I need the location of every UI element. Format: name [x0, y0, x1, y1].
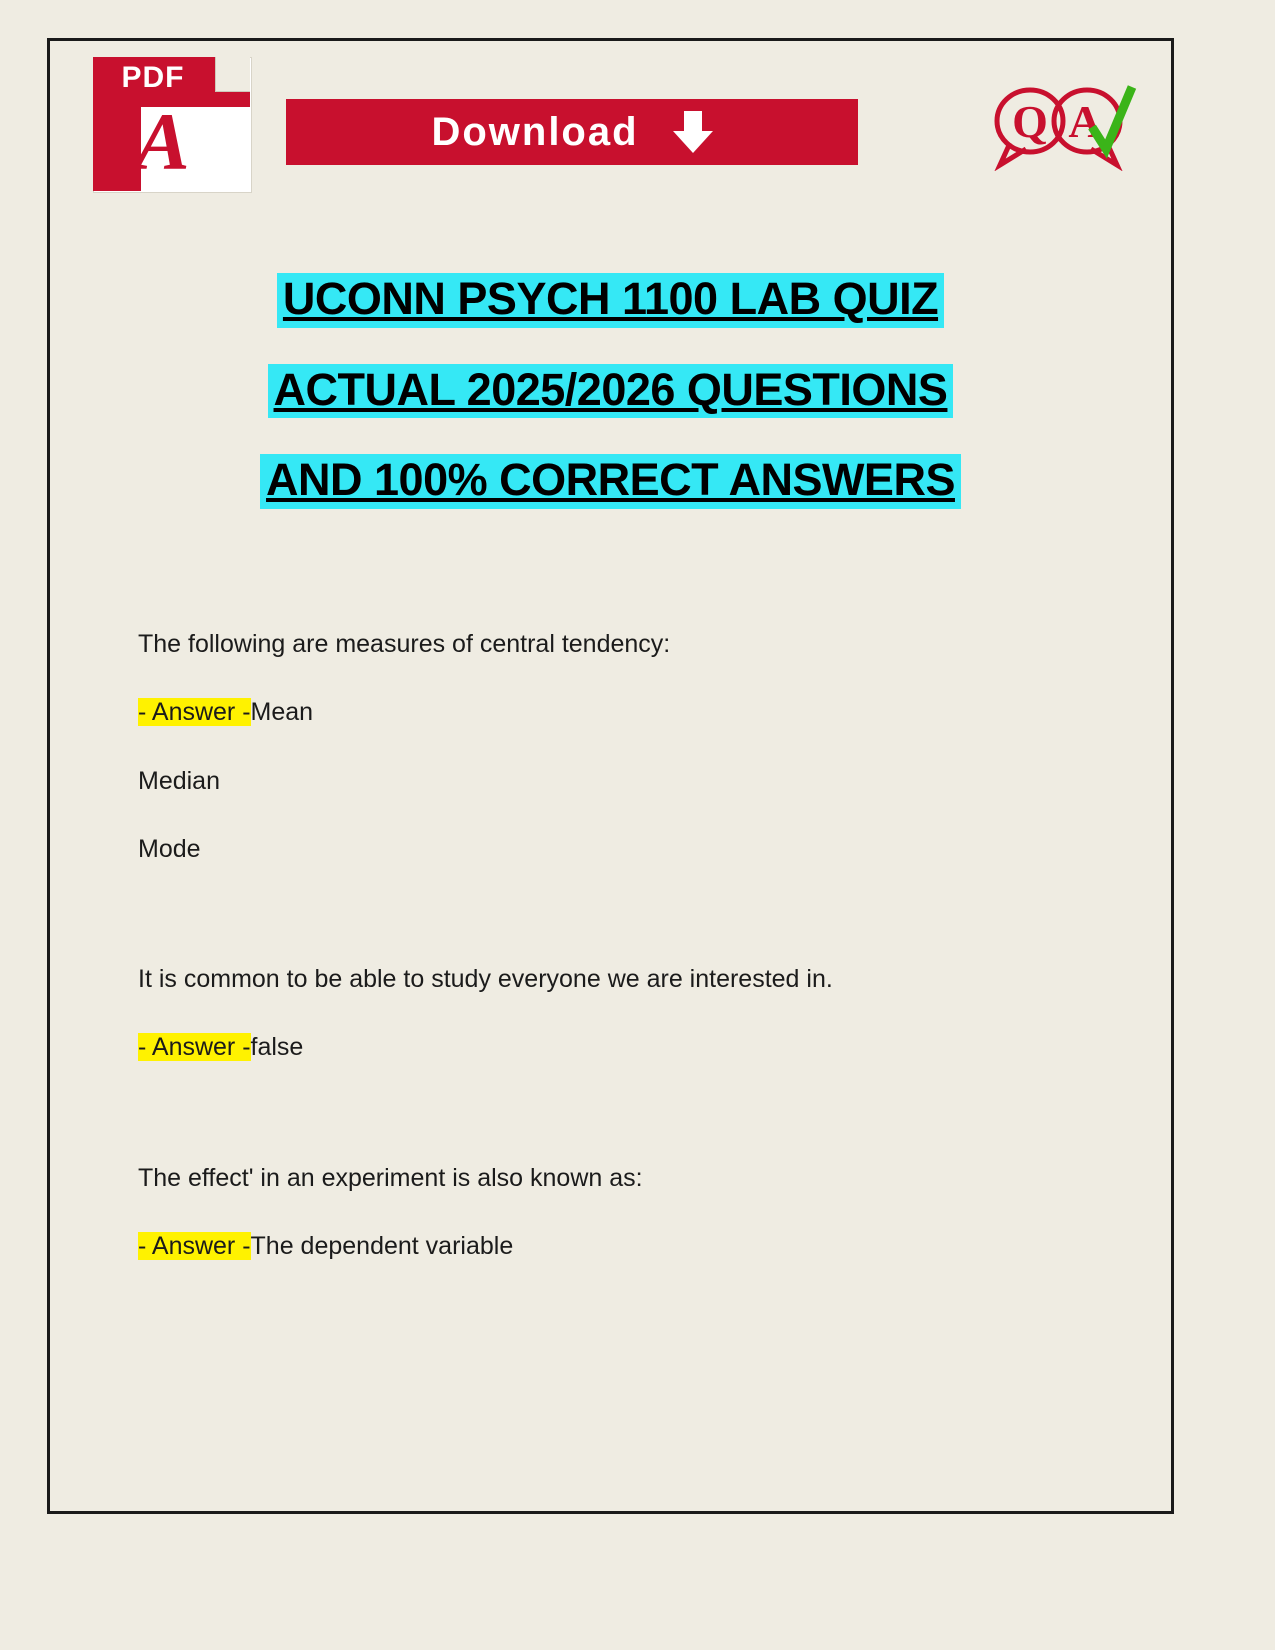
- pdf-icon-sidebar: [93, 107, 141, 191]
- document-page: [47, 38, 1174, 1514]
- answer-text: false: [250, 1033, 304, 1062]
- answer-text: The dependent variable: [250, 1231, 514, 1260]
- answer-line: [138, 697, 1098, 728]
- qa-content: [138, 629, 1098, 1299]
- pdf-icon-label: PDF: [121, 61, 185, 94]
- download-button[interactable]: [286, 99, 858, 165]
- page-title: [50, 273, 1171, 545]
- question-text: The effect' in an experiment is also known as:: [138, 1163, 643, 1192]
- qa-logo-a-letter: A: [1068, 96, 1102, 147]
- answer-tag: - Answer -: [138, 1033, 251, 1062]
- page-title-line-2: ACTUAL 2025/2026 QUESTIONS: [268, 364, 954, 419]
- download-button-label: Download: [431, 109, 639, 154]
- question-text: The following are measures of central tendency:: [138, 630, 671, 658]
- page-title-line-3: AND 100% CORRECT ANSWERS: [260, 454, 961, 509]
- question-text: It is common to be able to study everyone we are interested in.: [138, 965, 833, 993]
- download-arrow-icon: [673, 111, 713, 153]
- answer-extra-line: Median: [138, 766, 220, 795]
- page-title-line-1: UCONN PSYCH 1100 LAB QUIZ: [277, 273, 944, 328]
- qa-logo-q-letter: Q: [1012, 96, 1048, 147]
- pdf-file-icon: [93, 57, 250, 191]
- answer-line: [138, 1231, 1098, 1262]
- answer-tag: - Answer -: [138, 698, 251, 727]
- answer-extra-line: Mode: [138, 834, 201, 863]
- qa-logo: [986, 79, 1138, 171]
- answer-tag: - Answer -: [138, 1231, 251, 1260]
- spacer: [138, 1101, 1098, 1163]
- acrobat-glyph-icon: A: [135, 96, 190, 187]
- answer-line: [138, 1032, 1098, 1063]
- pdf-page-fold: [215, 57, 250, 92]
- answer-text: Mean: [250, 698, 314, 727]
- document-header: [50, 41, 1171, 221]
- spacer: [138, 902, 1098, 964]
